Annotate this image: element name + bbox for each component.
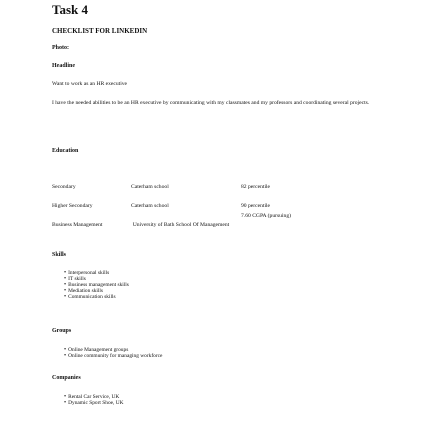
skills-list [64, 270, 129, 300]
education-level-secondary: Secondary [52, 184, 76, 190]
list-item: • Online Management groups [64, 347, 162, 353]
education-result-higher-secondary: 90 percentile [241, 203, 271, 209]
list-item: • Rental Car Service, UK [64, 394, 124, 400]
groups-label: Groups [52, 328, 72, 334]
photo-label: Photo: [52, 45, 69, 51]
companies-label: Companies [52, 375, 81, 381]
education-school-secondary: Caterham school [131, 184, 169, 190]
education-result-secondary: 82 percentile [241, 184, 271, 190]
list-item: • IT skills [64, 276, 129, 282]
headline-text: Want to work as an HR executive [52, 81, 128, 87]
task-title: Task 4 [52, 2, 89, 17]
education-school-business: University of Bath School Of Management [132, 222, 230, 228]
list-item: • Communication skills [64, 294, 129, 300]
list-item: • Online community for managing workforce [64, 353, 162, 359]
education-level-business: Business Management [52, 222, 103, 228]
groups-list [64, 347, 162, 359]
list-item: • Business management skills [64, 282, 129, 288]
education-result-business: 7.60 CGPA (pursuing) [241, 213, 291, 219]
education-level-higher-secondary: Higher Secondary [52, 203, 93, 209]
education-school-higher-secondary: Caterham school [131, 203, 169, 209]
skills-label: Skills [52, 252, 67, 258]
list-item: • Dynamic Sport Shoe, UK [64, 400, 124, 406]
summary-text: I have the needed abilities to be an HR executive by communicating with my classmates and my professors and coordinating several projects. [52, 100, 370, 106]
companies-list [64, 394, 124, 406]
list-item: • Interpersonal skills [64, 270, 129, 276]
document-title: CHECKLIST FOR LINKEDIN [52, 27, 148, 35]
list-item: • Mediation skills [64, 288, 129, 294]
headline-label: Headline [52, 63, 76, 69]
education-label: Education [52, 148, 79, 154]
